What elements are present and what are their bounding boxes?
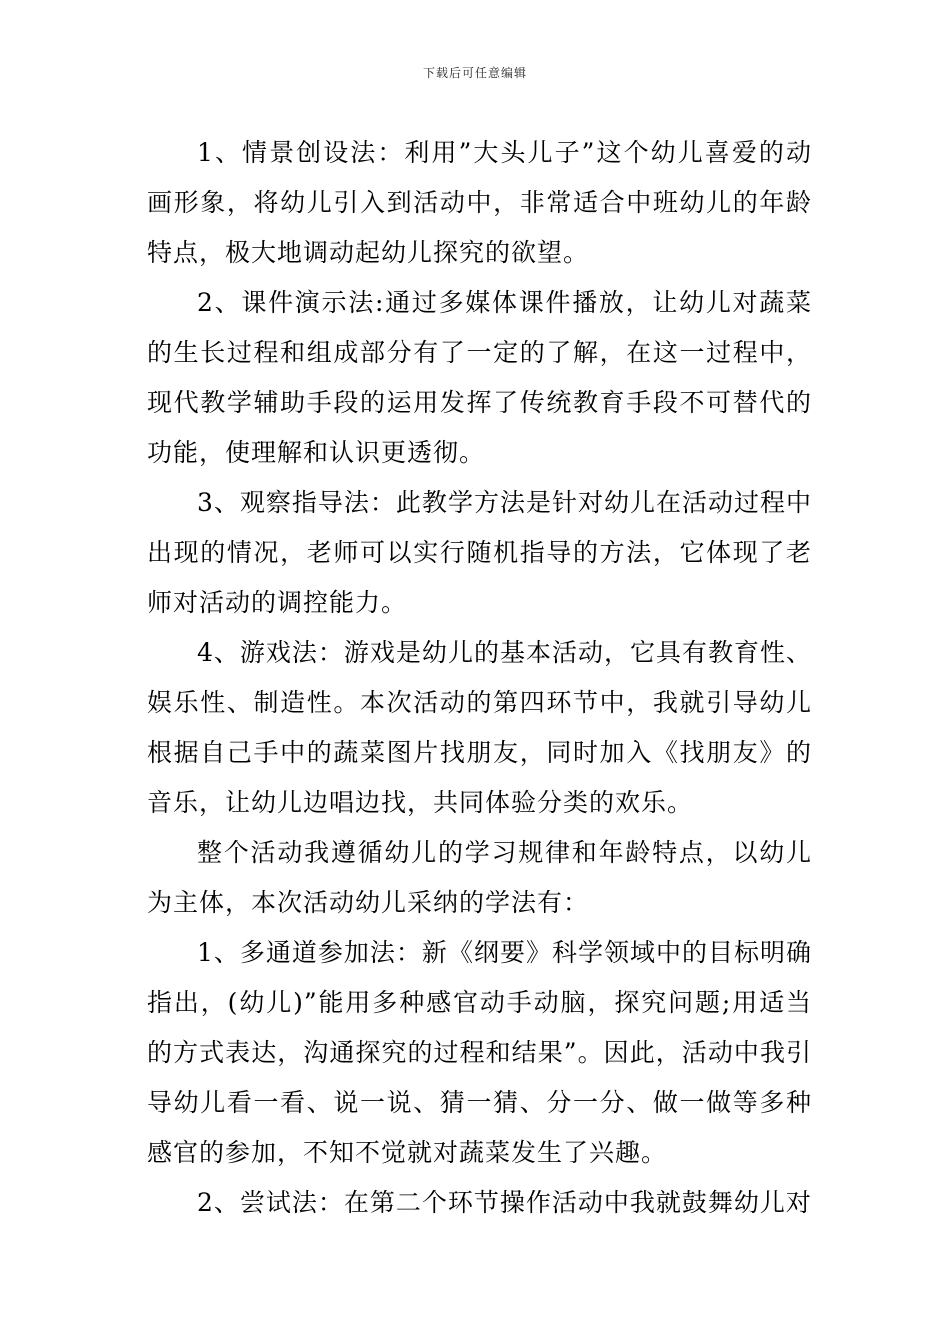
paragraph-method-2: 2、课件演示法:通过多媒体课件播放，让幼儿对蔬菜的生长过程和组成部分有了一定的了解，在这一过程中，现代教学辅助手段的运用发挥了传统教育手段不可替代的功能，使理解和认识更透彻。 bbox=[147, 288, 812, 467]
paragraph-learning-intro: 整个活动我遵循幼儿的学习规律和年龄特点，以幼儿为主体，本次活动幼儿采纳的学法有： bbox=[147, 838, 812, 917]
paragraph-method-4: 4、游戏法：游戏是幼儿的基本活动，它具有教育性、娱乐性、制造性。本次活动的第四环节中，我就引导幼儿根据自己手中的蔬菜图片找朋友，同时加入《找朋友》的音乐，让幼儿边唱边找，共同体验分类的欢乐。 bbox=[147, 638, 812, 817]
paragraph-learning-2: 2、尝试法：在第二个环节操作活动中我就鼓舞幼儿对 bbox=[197, 1188, 812, 1217]
header-note: 下载后可任意编辑 bbox=[422, 66, 527, 80]
body-text bbox=[147, 128, 812, 1228]
paragraph-method-1: 1、情景创设法：利用”大头儿子”这个幼儿喜爱的动画形象，将幼儿引入到活动中，非常适合中班幼儿的年龄特点，极大地调动起幼儿探究的欲望。 bbox=[147, 138, 812, 267]
paragraph-learning-1: 1、多通道参加法：新《纲要》科学领域中的目标明确指出，(幼儿)”能用多种感官动手动脑，探究问题;用适当的方式表达，沟通探究的过程和结果”。因此，活动中我引导幼儿看一看、说一说、猜一猜、分一分、做一做等多种感官的参加，不知不觉就对蔬菜发生了兴趣。 bbox=[147, 938, 812, 1167]
paragraph-method-3: 3、观察指导法：此教学方法是针对幼儿在活动过程中出现的情况，老师可以实行随机指导的方法，它体现了老师对活动的调控能力。 bbox=[147, 488, 812, 617]
